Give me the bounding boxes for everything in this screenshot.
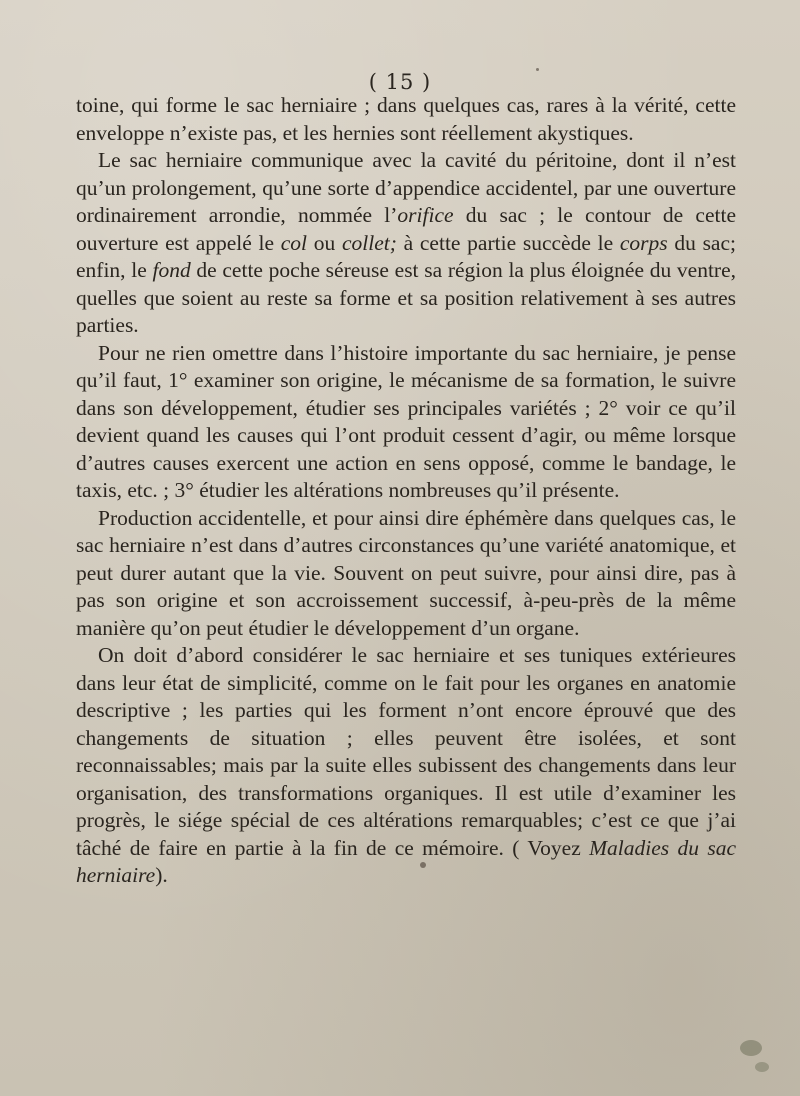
- italic-term-orifice: orifice: [397, 203, 454, 227]
- italic-term-corps: corps: [619, 230, 668, 255]
- text-run: du sac ; le contour de cette ouverture est appelé le: [76, 203, 736, 255]
- text-run: Production accidentelle, et pour ainsi dire éphémère dans quelques cas, le sac herniaire n’est dans d’autres circonstances qu’une variété anatomique, et peut durer autant que la vie. Souvent on peut suivre, pour ainsi dire, pas à pas son origine et son accroissement successif, à-peu-près de la même manière qu’on peut étudier le développement d’un organe.: [76, 505, 736, 640]
- text-run: ).: [155, 863, 168, 887]
- italic-term-col: col: [280, 230, 308, 255]
- italic-term-fond: fond: [152, 258, 191, 282]
- paper-speck: [755, 1062, 769, 1072]
- paragraph-4: [76, 505, 736, 643]
- paper-speck: [740, 1040, 762, 1056]
- paragraph-3: [76, 340, 736, 505]
- paragraph-5: [76, 642, 736, 890]
- paper-speck: [536, 68, 539, 71]
- paragraph-2: [76, 147, 736, 340]
- text-run: du sac; enfin, le: [76, 230, 736, 282]
- text-run: toine, qui forme le sac herniaire ; dans quelques cas, rares à la vérité, cette enveloppe n’existe pas, et les hernies sont réellement akystiques.: [76, 93, 736, 145]
- text-run: Pour ne rien omettre dans l’histoire importante du sac herniaire, je pense qu’il faut, 1° examiner son origine, le mécanisme de sa formation, le suivre dans son développement, étudier ses principales variétés ; 2° voir ce qu’il devient quand les causes qui l’ont produit cessent d’agir, ou même lorsque d’autres causes exercent une action en sens opposé, comme le bandage, le taxis, etc. ; 3° étudier les altérations nombreuses qu’il présente.: [76, 340, 736, 502]
- paragraph-1: [76, 92, 736, 147]
- text-run: de cette poche séreuse est sa région la plus éloignée du ventre, quelles que soient au reste sa forme et sa position relativement à ses autres parties.: [76, 258, 737, 337]
- text-run: On doit d’abord considérer le sac herniaire et ses tuniques extérieures dans leur état de simplicité, comme on le fait pour les organes en anatomie descriptive ; les parties qui les forment n’ont encore éprouvé que des changements de situation ; elles peuvent être isolées, et sont reconnaissables; mais par la suite elles subissent des changements dans leur organisation, des transformations organiques. Il est utile d’examiner les progrès, le siége spécial de ces altérations remarquables; c’est ce que j’ai tâché de faire en partie à la fin de ce mémoire. ( Voyez: [76, 643, 736, 860]
- text-run: Le sac herniaire communique avec la cavité du péritoine, dont il n’est qu’un prolongement, qu’une sorte d’appendice accidentel, par une ouverture ordinairement arrondie, nommée l’: [76, 148, 736, 227]
- italic-term-collet: collet;: [341, 230, 397, 255]
- italic-reference: Maladies du sac herniaire: [76, 835, 736, 887]
- body-text: [76, 92, 736, 890]
- text-run: ou: [307, 230, 342, 255]
- paper-speck: [420, 862, 426, 868]
- text-run: à cette partie succède le: [396, 230, 620, 255]
- page-number: ( 15 ): [368, 70, 432, 94]
